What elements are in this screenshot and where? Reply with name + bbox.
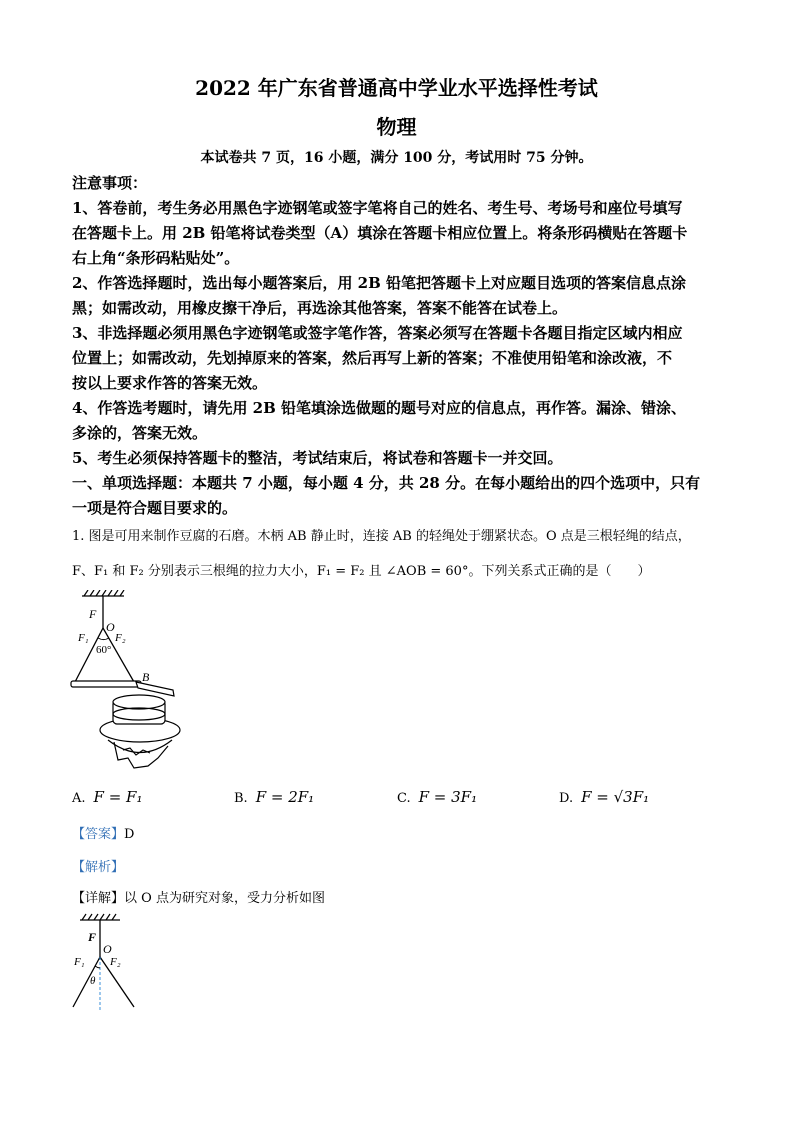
option-d-formula: F = √3F₁ xyxy=(581,788,650,806)
analysis-line xyxy=(72,856,124,875)
section-heading-cont: 一项是符合题目要求的。 xyxy=(72,499,238,517)
exam-title: 2022 年广东省普通高中学业水平选择性考试 xyxy=(195,76,598,100)
notice-line: 1、答卷前，考生务必用黑色字迹钢笔或签字笔将自己的姓名、考生号、考场号和座位号填写 xyxy=(72,199,683,217)
detail-line xyxy=(72,887,325,906)
option-b-letter: B. xyxy=(234,791,248,806)
option-b-formula: F = 2F₁ xyxy=(255,788,315,806)
option-d-letter: D. xyxy=(559,791,574,806)
stone-mill-figure xyxy=(68,590,188,775)
label-theta: θ xyxy=(90,975,96,987)
notice-line: 按以上要求作答的答案无效。 xyxy=(72,374,268,392)
label-angle: 60° xyxy=(96,644,112,656)
option-a-letter: A. xyxy=(72,791,86,806)
option-a[interactable] xyxy=(72,788,142,806)
answer-tag: 【答案】 xyxy=(72,827,125,842)
notice-line: 黑；如需改动，用橡皮擦干净后，再选涂其他答案，答案不能答在试卷上。 xyxy=(72,299,568,317)
subject-title: 物理 xyxy=(376,115,417,139)
notice-line: 2、作答选择题时，选出每小题答案后，用 2B 铅笔把答题卡上对应题目选项的答案信息点涂 xyxy=(72,274,687,292)
option-a-formula: F = F₁ xyxy=(93,788,143,806)
question-1-stem-cont: F、F₁ 和 F₂ 分别表示三根绳的拉力大小，F₁ = F₂ 且 ∠AOB = 60°。下列关系式正确的是（ ） xyxy=(72,564,651,579)
ceiling-hatch xyxy=(82,590,124,596)
label-f2-2: F₂ xyxy=(110,956,121,968)
label-f1: F₁ xyxy=(78,632,89,644)
section-heading: 一、单项选择题：本题共 7 小题，每小题 4 分，共 28 分。在每小题给出的四个选项中，只有 xyxy=(72,474,701,492)
label-f1-2: F₁ xyxy=(74,956,85,968)
analysis-tag: 【解析】 xyxy=(72,860,125,875)
option-c-letter: C. xyxy=(397,791,411,806)
option-d[interactable] xyxy=(559,788,649,806)
force-analysis-figure xyxy=(68,912,148,1012)
option-c-formula: F = 3F₁ xyxy=(418,788,478,806)
notice-line: 4、作答选考题时，请先用 2B 铅笔填涂选做题的题号对应的信息点，再作答。漏涂、错涂、 xyxy=(72,399,687,417)
angle-arc xyxy=(98,638,109,639)
wooden-handle xyxy=(71,681,174,696)
option-b[interactable] xyxy=(234,788,314,806)
ceiling-hatch-2 xyxy=(80,914,120,920)
label-o-2: O xyxy=(103,942,112,956)
label-o: O xyxy=(106,620,115,634)
question-1-stem: 1. 图是可用来制作豆腐的石磨。木柄 AB 静止时，连接 AB 的轻绳处于绷紧状态。O 点是三根轻绳的结点， xyxy=(72,529,691,544)
notice-line: 右上角“条形码粘贴处”。 xyxy=(72,249,240,267)
notice-heading: 注意事项： xyxy=(72,174,148,192)
detail-text: 以 O 点为研究对象，受力分析如图 xyxy=(124,891,325,906)
answer-line xyxy=(72,823,134,842)
notice-line: 在答题卡上。用 2B 铅笔将试卷类型（A）填涂在答题卡相应位置上。将条形码横贴在答题卡 xyxy=(72,224,688,242)
label-f: F xyxy=(89,607,97,621)
label-b: B xyxy=(142,670,150,684)
notice-line: 多涂的，答案无效。 xyxy=(72,424,208,442)
notice-line: 3、非选择题必须用黑色字迹钢笔或签字笔作答，答案必须写在答题卡各题目指定区域内相应 xyxy=(72,324,683,342)
millstone xyxy=(100,695,180,768)
notice-line: 5、考生必须保持答题卡的整洁，考试结束后，将试卷和答题卡一并交回。 xyxy=(72,449,563,467)
theta-arc xyxy=(95,966,100,968)
answer-value: D xyxy=(124,827,135,842)
option-c[interactable] xyxy=(397,788,477,806)
exam-info: 本试卷共 7 页，16 小题，满分 100 分，考试用时 75 分钟。 xyxy=(200,150,593,166)
label-f-2: F xyxy=(88,930,97,944)
notice-line: 位置上；如需改动，先划掉原来的答案，然后再写上新的答案；不准使用铅笔和涂改液，不 xyxy=(72,349,673,367)
label-f2: F₂ xyxy=(115,632,126,644)
detail-tag: 【详解】 xyxy=(72,891,125,906)
